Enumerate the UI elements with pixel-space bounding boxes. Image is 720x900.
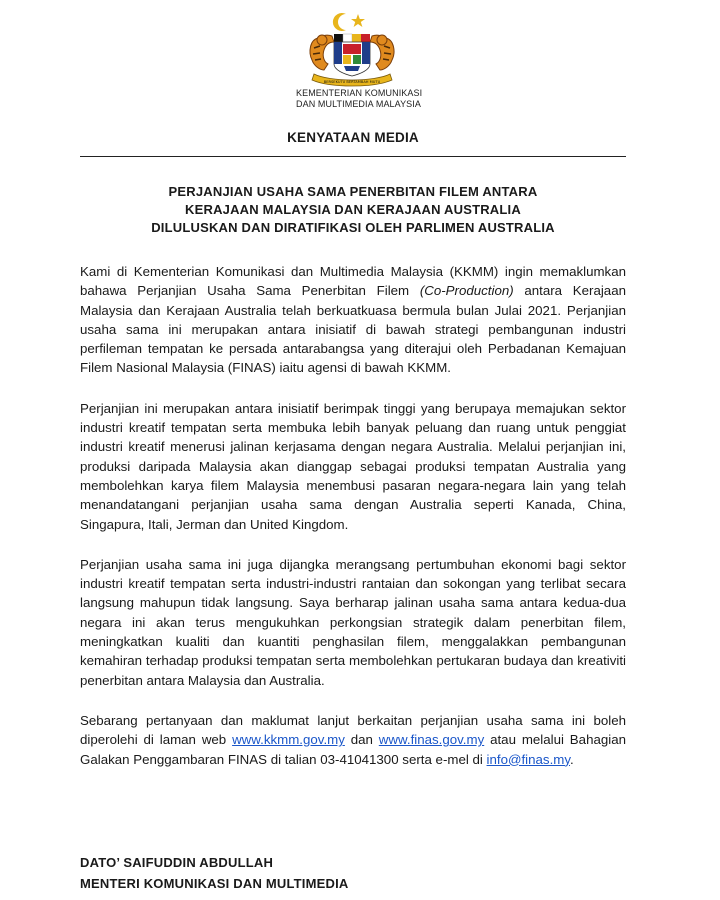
paragraph-1-part-b: antara Kerajaan Malaysia dan Kerajaan Australia telah berkuatkuasa bermula bulan Julai 2021. Perjanjian usaha sama ini merupakan antara inisiatif di bawah strategi pembangunan industri perfileman tempatan ke persada antarabangsa yang diterajui oleh Perbadanan Kemajuan Filem Nasional Malaysia (FINAS) iaitu agensi di bawah KKMM. xyxy=(80,283,626,376)
paragraph-2: Perjanjian ini merupakan antara inisiatif berimpak tinggi yang berupaya memajukan sektor industri kreatif tempatan serta membuka lebih banyak peluang dan ruang untuk penggiat industri kreatif menerusi jalinan kerjasama dengan negara Australia. Melalui perjanjian ini, produksi daripada Malaysia akan dianggap sebagai produksi tempatan Australia yang membolehkan karya filem Malaysia menembusi pasaran negara-negara lain yang telah menandatangani perjanjian usaha sama dengan Australia seperti Kanada, China, Singapura, Itali, Jerman dan United Kingdom. xyxy=(80,400,626,532)
paragraph-3: Perjanjian usaha sama ini juga dijangka merangsang pertumbuhan ekonomi bagi sektor industri kreatif tempatan serta industri-industri rantaian dan sokongan yang terlibat secara langsung mahupun tidak langsung. Saya berharap jalinan usaha sama antara kedua-dua negara ini akan terus mengukuhkan perkongsian strategik dalam penerbitan filem, meningkatkan kualiti dan kuantiti penghasilan filem, menggalakkan pembangunan kemahiran terhadap produksi tempatan serta membolehkan pertukaran budaya dan kreativiti penerbitan antara Malaysia dan Australia. xyxy=(80,556,626,688)
paragraph-1-part-a: Kami di Kementerian Komunikasi dan Multimedia Malaysia (KKMM) ingin memaklumkan bahawa Perjanjian Usaha Sama Penerbitan Filem xyxy=(80,264,626,299)
title-line3: DILULUSKAN DAN DIRATIFIKASI OLEH PARLIMEN AUSTRALIA xyxy=(151,220,555,235)
paragraph-1 xyxy=(80,262,626,378)
signature-block xyxy=(80,852,626,894)
heading-divider xyxy=(80,156,626,157)
title-line2: KERAJAAN MALAYSIA DAN KERAJAAN AUSTRALIA xyxy=(185,202,521,217)
kkmm-website-link[interactable]: www.kkmm.gov.my xyxy=(232,732,345,748)
finas-website-link[interactable]: www.finas.gov.my xyxy=(378,732,485,748)
finas-email-link[interactable]: info@finas.my xyxy=(486,751,571,767)
malaysia-coat-of-arms-icon xyxy=(300,8,404,92)
ministry-name xyxy=(296,88,436,110)
ministry-name-line2: DAN MULTIMEDIA MALAYSIA xyxy=(296,99,421,109)
svg-text:BERSEKUTU BERTAMBAH MUTU: BERSEKUTU BERTAMBAH MUTU xyxy=(323,80,381,84)
statement-body xyxy=(80,262,626,790)
document-heading: KENYATAAN MEDIA xyxy=(287,130,419,145)
paragraph-1-italic-term: (Co-Production) xyxy=(419,283,514,299)
paragraph-4-part-c: atau melalui Bahagian Galakan Penggambaran FINAS di talian 03-41041300 serta e-mel di xyxy=(80,732,627,767)
paragraph-4-part-d: . xyxy=(570,751,574,767)
ministry-name-line1: KEMENTERIAN KOMUNIKASI xyxy=(296,88,423,98)
statement-title xyxy=(80,183,626,237)
paragraph-4-part-b: dan xyxy=(344,732,379,748)
paragraph-4-part-a: Sebarang pertanyaan dan maklumat lanjut berkaitan perjanjian usaha sama ini boleh diperolehi di laman web xyxy=(80,712,626,748)
signatory-name: DATO’ SAIFUDDIN ABDULLAH xyxy=(80,855,274,870)
paragraph-4 xyxy=(80,711,626,769)
signatory-position: MENTERI KOMUNIKASI DAN MULTIMEDIA xyxy=(80,876,349,891)
title-line1: PERJANJIAN USAHA SAMA PENERBITAN FILEM ANTARA xyxy=(168,184,538,199)
